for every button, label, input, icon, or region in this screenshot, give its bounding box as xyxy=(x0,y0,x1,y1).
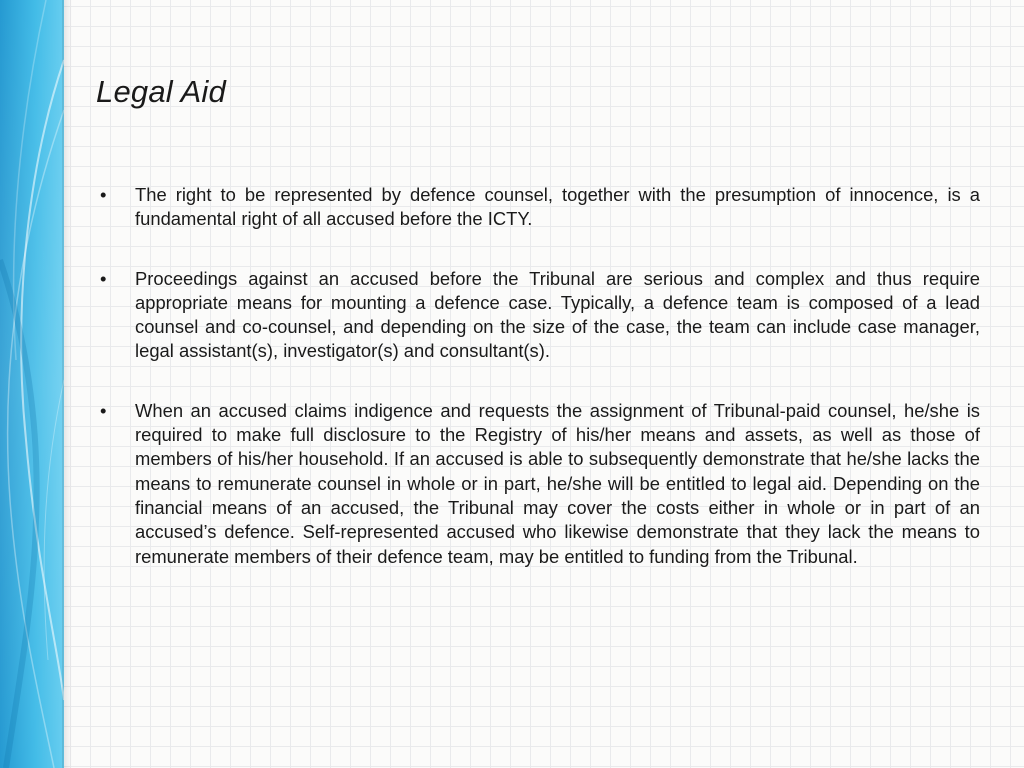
bullet-item xyxy=(100,183,980,232)
bullet-text: The right to be represented by defence counsel, together with the presumption of innocence, is a fundamental right of all accused before the ICTY. xyxy=(135,184,980,230)
bullet-item xyxy=(100,399,980,569)
bullet-list xyxy=(100,183,980,569)
bullet-dot-icon: • xyxy=(100,184,107,205)
wave-decoration-icon xyxy=(0,0,64,768)
decorative-side-band xyxy=(0,0,64,768)
side-band-shadow xyxy=(62,0,72,768)
bullet-text: Proceedings against an accused before the Tribunal are serious and complex and thus require appropriate means for mounting a defence case. Typically, a defence team is composed of a lead counsel and co-counsel, and depending on the size of the case, the team can include case manager, legal assistant(s), investigator(s) and consultant(s). xyxy=(135,267,980,362)
slide-title: Legal Aid xyxy=(96,74,226,109)
bullet-text: When an accused claims indigence and requests the assignment of Tribunal-paid counsel, he/she is required to make full disclosure to the Registry of his/her means and assets, as well as those of members of his/her household. If an accused is able to subsequently demonstrate that he/she lacks the means to remunerate counsel in whole or in part, he/she will be entitled to legal aid. Depending on the financial means of an accused, the Tribunal may cover the costs either in whole or in part of an accused’s defence. Self-represented accused who likewise demonstrate that they lack the means to remunerate members of their defence team, may be entitled to funding from the Tribunal. xyxy=(135,399,980,567)
bullet-dot-icon: • xyxy=(100,267,107,289)
bullet-dot-icon: • xyxy=(100,399,107,421)
bullet-item xyxy=(100,267,980,364)
